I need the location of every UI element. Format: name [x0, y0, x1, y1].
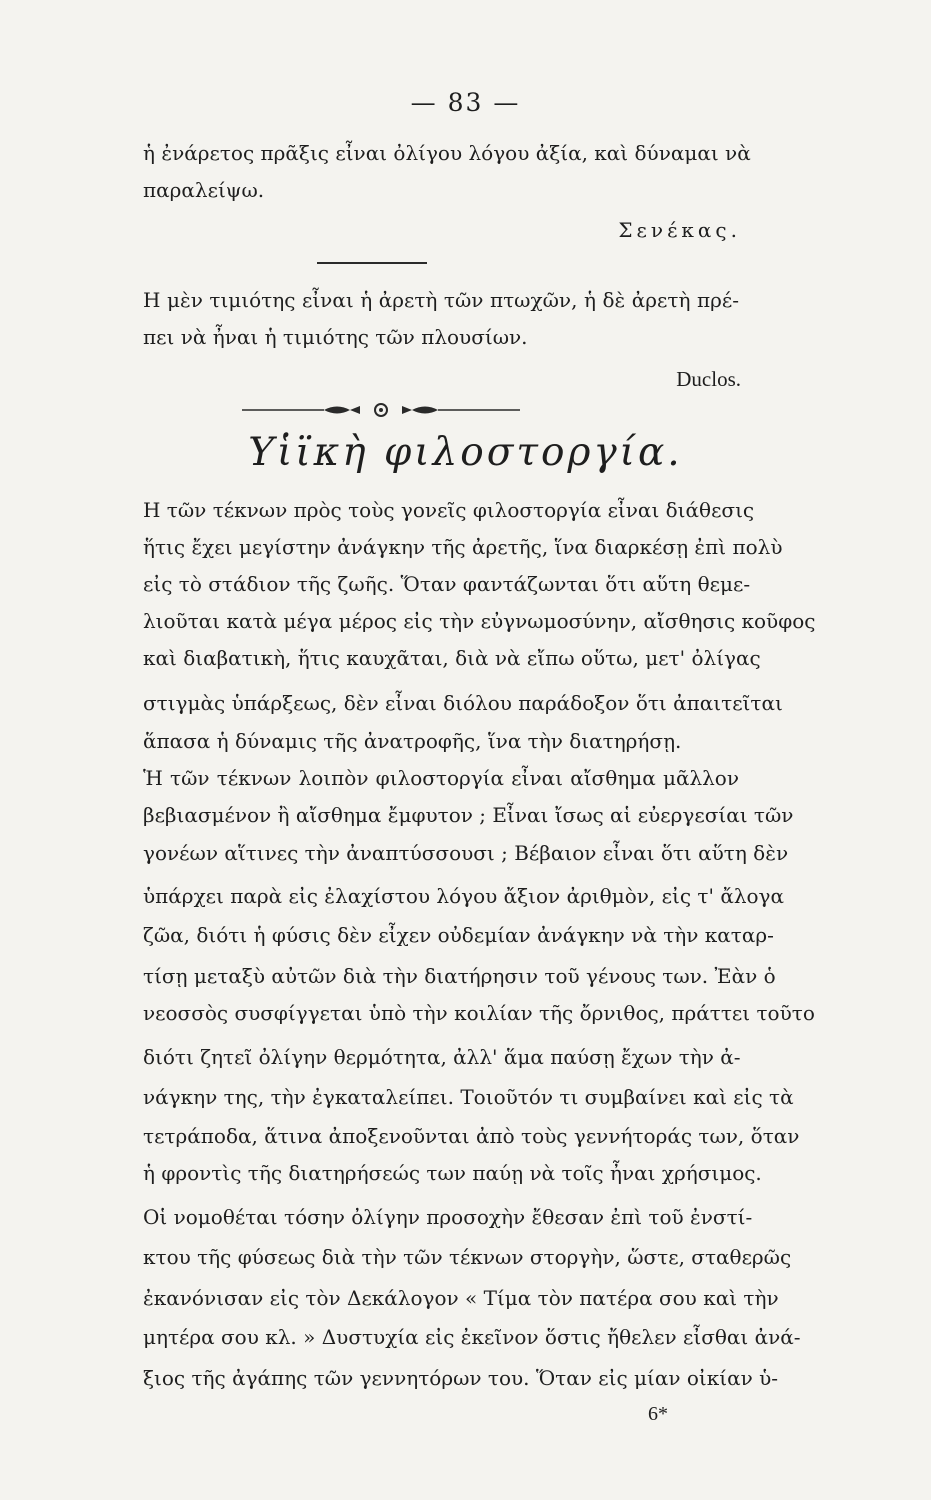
quote-line: ἡ ἐνάρετος πρᾶξις εἶναι ὀλίγου λόγου ἀξία, καὶ δύναμαι νὰ [143, 141, 751, 165]
body-line: Η τῶν τέκνων πρὸς τοὺς γονεῖς φιλοστοργία εἶναι διάθεσις [143, 498, 755, 522]
signature-mark: 6* [648, 1403, 668, 1425]
body-line: νάγκην της, τὴν ἐγκαταλείπει. Τοιοῦτόν τι συμβαίνει καὶ εἰς τὰ [143, 1085, 794, 1109]
body-line: ὑπάρχει παρὰ εἰς ἐλαχίστου λόγου ἄξιον ἀριθμὸν, εἰς τ' ἄλογα [143, 884, 784, 908]
body-line: ζῶα, διότι ἡ φύσις δὲν εἶχεν οὐδεμίαν ἀνάγκην νὰ τὴν καταρ- [143, 923, 774, 947]
body-line: διότι ζητεῖ ὀλίγην θερμότητα, ἀλλ' ἅμα παύσῃ ἔχων τὴν ἀ- [143, 1045, 741, 1069]
page-number-header: — 83 — [410, 88, 521, 117]
quote-line: παραλείψω. [143, 178, 265, 202]
body-line: βεβιασμένον ἢ αἴσθημα ἔμφυτον ; Εἶναι ἴσως αἱ εὐεργεσίαι τῶν [143, 803, 794, 827]
body-line: λιοῦται κατὰ μέγα μέρος εἰς τὴν εὐγνωμοσύνην, αἴσθησις κοῦφος [143, 609, 816, 633]
body-line: εἰς τὸ στάδιον τῆς ζωῆς. Ὅταν φαντάζωνται ὅτι αὕτη θεμε- [143, 572, 751, 596]
body-line: ἐκανόνισαν εἰς τὸν Δεκάλογον « Τίμα τὸν πατέρα σου καὶ τὴν [143, 1286, 779, 1310]
body-line: γονέων αἵτινες τὴν ἀναπτύσσουσι ; Βέβαιον εἶναι ὅτι αὕτη δὲν [143, 841, 789, 865]
body-line: τίσῃ μεταξὺ αὐτῶν διὰ τὴν διατήρησιν τοῦ γένους των. Ἐὰν ὁ [143, 964, 776, 988]
body-line: Ἡ τῶν τέκνων λοιπὸν φιλοστοργία εἶναι αἴσθημα μᾶλλον [143, 766, 739, 790]
body-line: τετράποδα, ἅτινα ἀποξενοῦνται ἀπὸ τοὺς γεννήτοράς των, ὅταν [143, 1124, 800, 1148]
body-line: μητέρα σου κλ. » Δυστυχία εἰς ἐκεῖνον ὅστις ἤθελεν εἶσθαι ἀνά- [143, 1325, 801, 1349]
separator-rule [317, 262, 427, 264]
body-line: κτου τῆς φύσεως διὰ τὴν τῶν τέκνων στοργὴν, ὥστε, σταθερῶς [143, 1245, 792, 1269]
body-line: νεοσσὸς συσφίγγεται ὑπὸ τὴν κοιλίαν τῆς ὄρνιθος, πράττει τοῦτο [143, 1001, 815, 1025]
quote-line: πει νὰ ἦναι ἡ τιμιότης τῶν πλουσίων. [143, 325, 528, 349]
body-line: Οἱ νομοθέται τόσην ὀλίγην προσοχὴν ἔθεσαν ἐπὶ τοῦ ἐνστί- [143, 1205, 753, 1229]
ornament-divider [242, 400, 520, 420]
body-line: ξιος τῆς ἀγάπης τῶν γεννητόρων του. Ὅταν εἰς μίαν οἰκίαν ὑ- [143, 1366, 779, 1390]
body-line: ἥτις ἔχει μεγίστην ἀνάγκην τῆς ἀρετῆς, ἵνα διαρκέσῃ ἐπὶ πολὺ [143, 535, 783, 559]
quote-author: Duclos. [676, 367, 741, 391]
body-line: ἅπασα ἡ δύναμις τῆς ἀνατροφῆς, ἵνα τὴν διατηρήσῃ. [143, 729, 682, 753]
body-line: ἡ φροντὶς τῆς διατηρήσεώς των παύῃ νὰ τοῖς ἦναι χρήσιμος. [143, 1161, 762, 1185]
quote-author: Σενέκας. [618, 218, 741, 242]
quote-line: Η μὲν τιμιότης εἶναι ἡ ἀρετὴ τῶν πτωχῶν, ἡ δὲ ἀρετὴ πρέ- [143, 288, 739, 312]
body-line: καὶ διαβατικὴ, ἥτις καυχᾶται, διὰ νὰ εἴπω οὕτω, μετ' ὀλίγας [143, 646, 761, 670]
body-line: στιγμὰς ὑπάρξεως, δὲν εἶναι διόλου παράδοξον ὅτι ἀπαιτεῖται [143, 691, 783, 715]
section-title: Υἱϊκὴ φιλοστοργία. [248, 430, 683, 475]
